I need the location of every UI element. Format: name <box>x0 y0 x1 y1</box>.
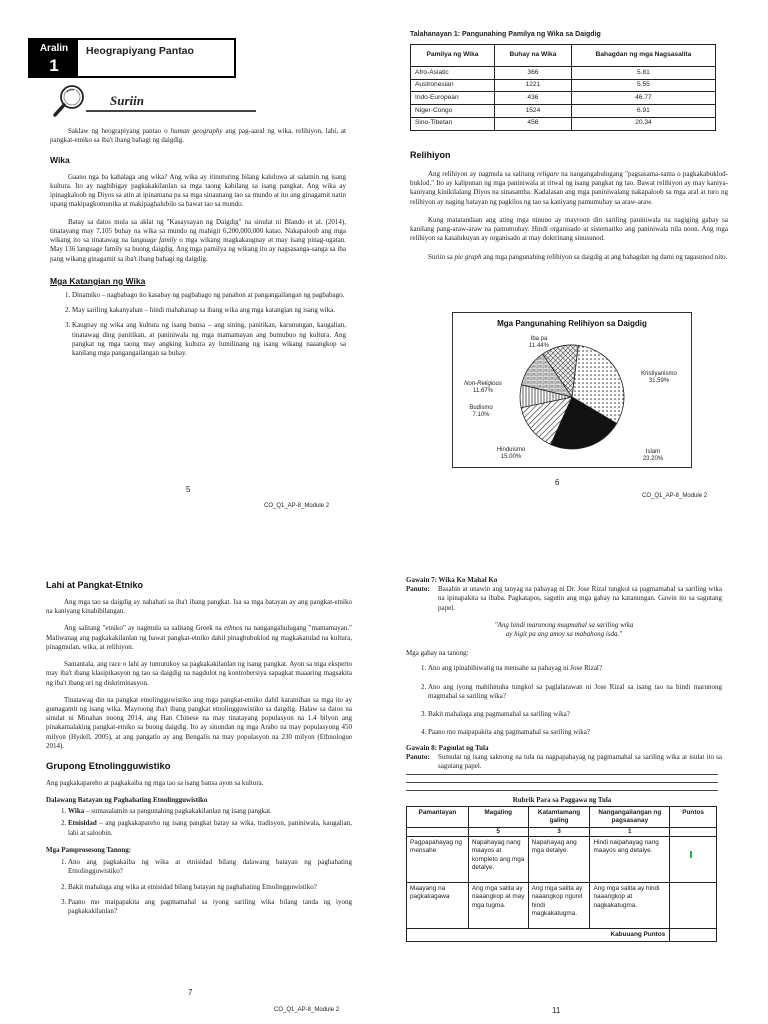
batayan-item: 2. Etnisidad – ang pagkakapareho ng isang pangkat batay sa wika, tradisyon, paniniwala, kaugalian, lahi at saloobin. <box>68 819 352 837</box>
table-cell: 20.34 <box>571 117 715 130</box>
rizal-quote: "Ang hindi marunong magmahal sa sariling wika ay higit pa ang amoy sa mabahong isda." <box>494 620 634 639</box>
rubric-cell: Hindi naipahayag nang maayos ang detalye. <box>590 837 670 883</box>
pie-label-iba-pa: Iba pa <box>530 336 548 342</box>
kabuuang-puntos-label: Kabuuang Puntos <box>407 929 670 941</box>
gabay-item: 4. Paano mo maipapakita ang pagmamahal sa sariling wika? <box>428 728 722 737</box>
module-footer: CO_Q1_AP-8_Module 2 <box>274 1007 340 1013</box>
pamprosesong-item: 1. Ano ang pagkakaiba ng wika at etnisidad bilang dalawang batayan ng paghahating Etnolingguwistiko? <box>68 858 352 876</box>
table-header-cell: Buhay na Wika <box>494 45 571 67</box>
rubric-header-cell: Nangangailangan ng pagsasanay <box>590 807 670 828</box>
rubric-title: Rubrik Para sa Paggawa ng Tula <box>512 796 612 804</box>
grupo-heading: Grupong Etnolingguwistiko <box>46 761 171 773</box>
page-5 <box>28 30 368 520</box>
katangian-heading: Mga Katangian ng Wika <box>50 275 146 286</box>
table-cell: 1221 <box>494 79 571 92</box>
rubric-points-row <box>407 827 717 836</box>
gawain7-panuto: Panuto: Basahin at unawin ang tanyag na pahayag ni Dr. Jose Rizal tungkol sa pagmamahal sa sariling wika na ipinapakita sa ibaba. Pagkatapos, sagutin ang mga gabay na katanungan. Gawin ito sa sagutang papel. <box>406 585 722 612</box>
rubric-score-cell[interactable] <box>670 837 717 883</box>
suriin-underline <box>86 110 256 112</box>
wika-paragraph-2: Batay sa datos mula sa aklat ng "Kasaysayan ng Daigdig" na sinulat ni Blando et al. (2014), tinatayang may 7,105 buhay na wika sa mundo ng mahigit 6,200,000,000 katao. Nakapaloob ang mga wikang ito sa tinatawag na language family o mga wikang magkakaugnay at may isang pinag-ugatan. May 136 language family sa buong daigdig. Ang mga pamilya ng wikang ito ay nagsasanga-sanga sa iba pang wikang ginagamit sa iba't ibang bahagi ng daigdig. <box>50 217 346 263</box>
magnifier-icon <box>52 82 88 120</box>
katangian-item: 2. May sariling kakanyahan – hindi mahahanap sa ibang wika ang mga katangian ng isang wika. <box>72 306 346 315</box>
pie-label-kristiyanismo: Kristiyanismo <box>641 371 677 377</box>
table-cell: 1524 <box>494 105 571 118</box>
pie-label-islam: Islam <box>645 449 661 455</box>
pie-label-non-religious: Non-Religious <box>464 381 502 387</box>
gabay-label: Mga gabay na tanong: <box>406 649 469 658</box>
rubric-total-cell[interactable] <box>670 929 717 941</box>
intro-paragraph: Saklaw ng heograpiyang pantao o human geography ang pag-aaral ng wika, relihiyon, lahi, at pangkat-etniko sa iba't ibang bahagi ng daigdig. <box>50 127 346 145</box>
gabay-item: 3. Bakit mahalaga ang pagmamahal sa sariling wika? <box>428 710 722 719</box>
table-header-cell: Bahagdan ng mga Nagsasalita <box>571 45 715 67</box>
lahi-heading: Lahi at Pangkat-Etniko <box>46 580 144 590</box>
pie-label-hinduismo: Hinduismo <box>496 447 526 453</box>
writing-line <box>406 790 718 791</box>
pie-value-iba-pa: 11.44% <box>529 343 549 349</box>
table-cell: Niger-Congo <box>411 105 495 118</box>
pie-value-budismo: 7.10% <box>472 412 490 418</box>
table-row <box>411 105 716 118</box>
language-family-table <box>410 44 716 131</box>
pie-value-non-religious: 11.67% <box>473 388 493 394</box>
lesson-header-box <box>28 38 236 78</box>
page6-body <box>410 150 728 262</box>
rubric-header-cell: Pamantayan <box>407 807 469 828</box>
katangian-item: 1. Dinamiko – nagbabago ito kasabay ng pagbabago ng panahon at pangangailangan ng pagbabago. <box>72 291 346 300</box>
table-cell: 6.91 <box>571 105 715 118</box>
rubric-header-cell: Magaling <box>468 807 528 828</box>
rubric-score-cell[interactable] <box>670 883 717 929</box>
page-number: 7 <box>188 988 193 997</box>
aralin-label: Aralin <box>39 43 69 54</box>
relihiyon-paragraph-3: Suriin sa pie graph ang mga pangunahing relihiyon sa daigdig at ang bahagdan ng dami ng tagasunod nito. <box>428 252 728 261</box>
pamprosesong-heading: Mga Pamprosesong Tanong: <box>46 845 132 854</box>
page-7 <box>28 570 378 1020</box>
module-footer: CO_Q1_AP-8_Module 2 <box>642 493 708 499</box>
rubric-cell: Napahayag nang maayos at kompleto ang mga detalye. <box>468 837 528 883</box>
wika-heading: Wika <box>50 155 70 166</box>
table-cell: 456 <box>494 117 571 130</box>
table-row <box>411 67 716 80</box>
rubric-cell: Ang mga salita ay naaangkop ngunit hindi magkakatugma. <box>528 883 590 929</box>
batayan-list <box>46 807 352 838</box>
rubric-total-row <box>407 929 717 941</box>
table-cell: 436 <box>494 92 571 105</box>
dalawang-batayan-heading: Dalawang Batayan ng Paghahating Etnolingguwistiko <box>46 795 208 804</box>
table-row <box>411 92 716 105</box>
gawain8-title: Gawain 8: Pagsulat ng Tula <box>406 743 489 752</box>
katangian-item: 3. Kaugnay ng wika ang kultura ng isang bansa – ang sining, panitikan, karunungan, kaugalian, tinatawag ding panitikan, at paniniwala ng mga mamamayan ang bumubuo ng kultura. Ang pangkat ng mga taong may angking kultura ay lumilinang ng isang wikang naaangkop sa kanilang mga pangangailangan sa buhay. <box>72 321 346 358</box>
pamprosesong-list <box>46 858 352 916</box>
page-number: 11 <box>552 1006 561 1015</box>
pamprosesong-item: 2. Bakit mahalaga ang wika at etnisidad bilang batayan ng paghahating Etnolingguwistiko? <box>68 883 352 892</box>
relihiyon-paragraph-1: Ang relihiyon ay nagmula sa salitang religare na nangangahulugang "pagsasama-sama o pagkakabuklod-buklod." Ito ay kalipunan ng mga paniniwala at ritwal ng isang pangkat ng tao. Bawat relihiyon ay may kaniya-kaniyang kinikilalang Diyos na sinasamba. Kadalasan ang mga paniniwalang nakapaloob sa mga aral at turo ng relihiyon ay naging batayan ng pagkilos ng tao sa kaniyang pamumuhay sa araw-araw. <box>410 169 728 206</box>
pie-value-islam: 23.20% <box>642 456 664 462</box>
green-mark <box>690 851 692 858</box>
gawain8-panuto: Panuto: Sumulat ng isang saknong na tula na nagpapahayag ng pagmamahal sa sariling wika at isulat ito sa sagutang papel. <box>406 752 722 770</box>
page7-body <box>46 580 352 919</box>
rubric-point-value: 1 <box>590 827 670 836</box>
table-cell: Indo-European <box>411 92 495 105</box>
pie-slices <box>520 345 624 449</box>
aralin-number: 1 <box>49 56 59 76</box>
page11-body <box>406 576 722 771</box>
gabay-item: 2. Ano ang iyong mahihinuha tungkol sa paglalarawan ni Jose Rizal sa isang tao na hindi marunong magmahal sa sariling wika? <box>428 683 722 701</box>
religion-pie-chart <box>452 312 692 468</box>
relihiyon-heading: Relihiyon <box>410 150 451 160</box>
gabay-item: 1. Ano ang ipinahihiwatig na mensahe sa pahayag ni Jose Rizal? <box>428 664 722 673</box>
table-row <box>411 79 716 92</box>
suriin-title: Suriin <box>110 93 144 108</box>
page-6 <box>400 30 740 520</box>
module-footer: CO_Q1_AP-8_Module 2 <box>264 503 330 509</box>
table-cell: 366 <box>494 67 571 80</box>
lahi-paragraph-2: Ang salitang "etniko" ay nagmula sa salitang Greek na ethnos na nangangahulugang "mamamayan." Maliwanag ang pagkakakilanlan ng bawat pangkat-etniko dahil pinagbubuklod ng magkakatulad na kultura, pinagmulan, wika, at relihiyon. <box>46 624 352 651</box>
table-row <box>411 117 716 130</box>
rubric-row <box>407 837 717 883</box>
pamprosesong-item: 3. Paano mo maipapakita ang pagmamahal sa iyong sariling wika bilang tanda ng iyong pagkakakilanlan? <box>68 898 352 916</box>
page-number: 5 <box>186 485 191 494</box>
pie-value-hinduismo: 15.00% <box>500 454 522 460</box>
table-cell: 5.55 <box>571 79 715 92</box>
gabay-list <box>406 664 722 737</box>
table-cell: Afro-Asiatic <box>411 67 495 80</box>
chart-title: Mga Pangunahing Relihiyon sa Daigdig <box>497 319 647 328</box>
page5-body <box>50 127 346 361</box>
table-cell: 5.81 <box>571 67 715 80</box>
rubric-cell: Pagpapahayag ng mensahe <box>407 837 469 883</box>
rubric-cell: Ang mga salita ay hindi naaangkop at nagkakatugma. <box>590 883 670 929</box>
pie-label-budismo: Budismo <box>469 405 493 411</box>
relihiyon-paragraph-2: Kung matatandaan ang ating mga ninuno ay mayroon din sariling paniniwala na nagiging gabay sa kanilang pang-araw-araw na pamumuhay. Hindi organisado at sistematiko ang paniniwala nila noon. Ang mga relihiyon sa kasalukuyan ay organisado at may doktrinang sinusunod. <box>410 215 728 243</box>
lesson-title: Heograpiyang Pantao <box>86 45 194 57</box>
rubric-cell: Maayang na pagkakagawa <box>407 883 469 929</box>
batayan-item: 1. Wika – sumasalamin sa pangunahing pagkakakilanlan ng isang pangkat. <box>68 807 352 816</box>
table-header-cell: Pamilya ng Wika <box>411 45 495 67</box>
rubric-point-value: 5 <box>468 827 528 836</box>
lesson-number-block <box>30 40 78 76</box>
table-cell: 46.77 <box>571 92 715 105</box>
table-title: Talahanayan 1: Pangunahing Pamilya ng Wika sa Daigdig <box>410 31 601 38</box>
lahi-paragraph-4: Tinatawag din na pangkat etnolingguwistiko ang mga pangkat-etniko dahil karamihan sa mga ito ay gumagamit ng isang wika. Mayroong iba't ibang pangkat etnolingguwistiko sa daigdig. Halaw sa datos na sinulat ni Minahan noong 2014, ang Han Chinese na may tinatayang populasyon na 1.4 bilyon ang pinakamalaking pangkat-etniko sa buong daigdig. Ito ay sinundan ng mga Arabo na may populasyong 450 milyon (Hydell, 2005), at ang pangatlo ay ang Bengalis na may populasyon na 230 milyon (Ethnologue 2014). <box>46 695 352 750</box>
rubric-cell: Napahayag ang mga detalye. <box>528 837 590 883</box>
rubric-header-cell: Katamtamang galing <box>528 807 590 828</box>
grupo-intro: Ang pagkakapareho at pagkakaiba ng mga tao sa isang bansa ayon sa kultura. <box>46 778 264 787</box>
rubric-table <box>406 806 717 942</box>
writing-line <box>406 774 718 775</box>
rubric-cell: Ang mga salita ay naaangkop at may mga tugma. <box>468 883 528 929</box>
writing-line <box>406 782 718 783</box>
table-header-row <box>411 45 716 67</box>
pie-chart-svg <box>453 313 691 467</box>
pie-value-kristiyanismo: 31.59% <box>648 378 670 384</box>
lahi-paragraph-3: Samantala, ang race o lahi ay tumutukoy sa pagkakakilanlan ng isang pangkat. Ayon sa mga eksperto may iba't ibang klasipikasyon ng tao sa daigdig na nagdulot ng kontrobersiya sapagkat maaaring magsakita ng iba't ibang uri ng diskriminasyon. <box>46 660 352 687</box>
table-cell: Sino-Tibetan <box>411 117 495 130</box>
katangian-list <box>50 291 346 358</box>
page-number: 6 <box>555 478 560 487</box>
wika-paragraph-1: Gaano nga ba kahalaga ang wika? Ang wika ay itinuturing bilang kaluluwa at salamin ng isang kultura. Ito ay nagbibigay pagkakakilanlan sa mga taong kabilang sa isang pangkat. Ang wika ay ipinagkaloob ng Diyos sa atin at ipinamana pa sa mga sinaunang tao sa mundo at ito ang ginagamit natin upang makipagkomunika at makipaghalubilo sa bawat tao sa mundo. <box>50 172 346 209</box>
page-11 <box>400 570 745 1020</box>
lahi-paragraph-1: Ang mga tao sa daigdig ay nahahati sa iba't ibang pangkat. Isa sa mga batayan ay ang pangkat-etniko na kaniyang kinabibilangan. <box>46 597 352 616</box>
rubric-header-cell: Puntos <box>670 807 717 828</box>
rubric-row <box>407 883 717 929</box>
rubric-header-row <box>407 807 717 828</box>
gawain7-title: Gawain 7: Wika Ko Mahal Ko <box>406 576 498 584</box>
table-cell: Austronesian <box>411 79 495 92</box>
rubric-point-value: 3 <box>528 827 590 836</box>
